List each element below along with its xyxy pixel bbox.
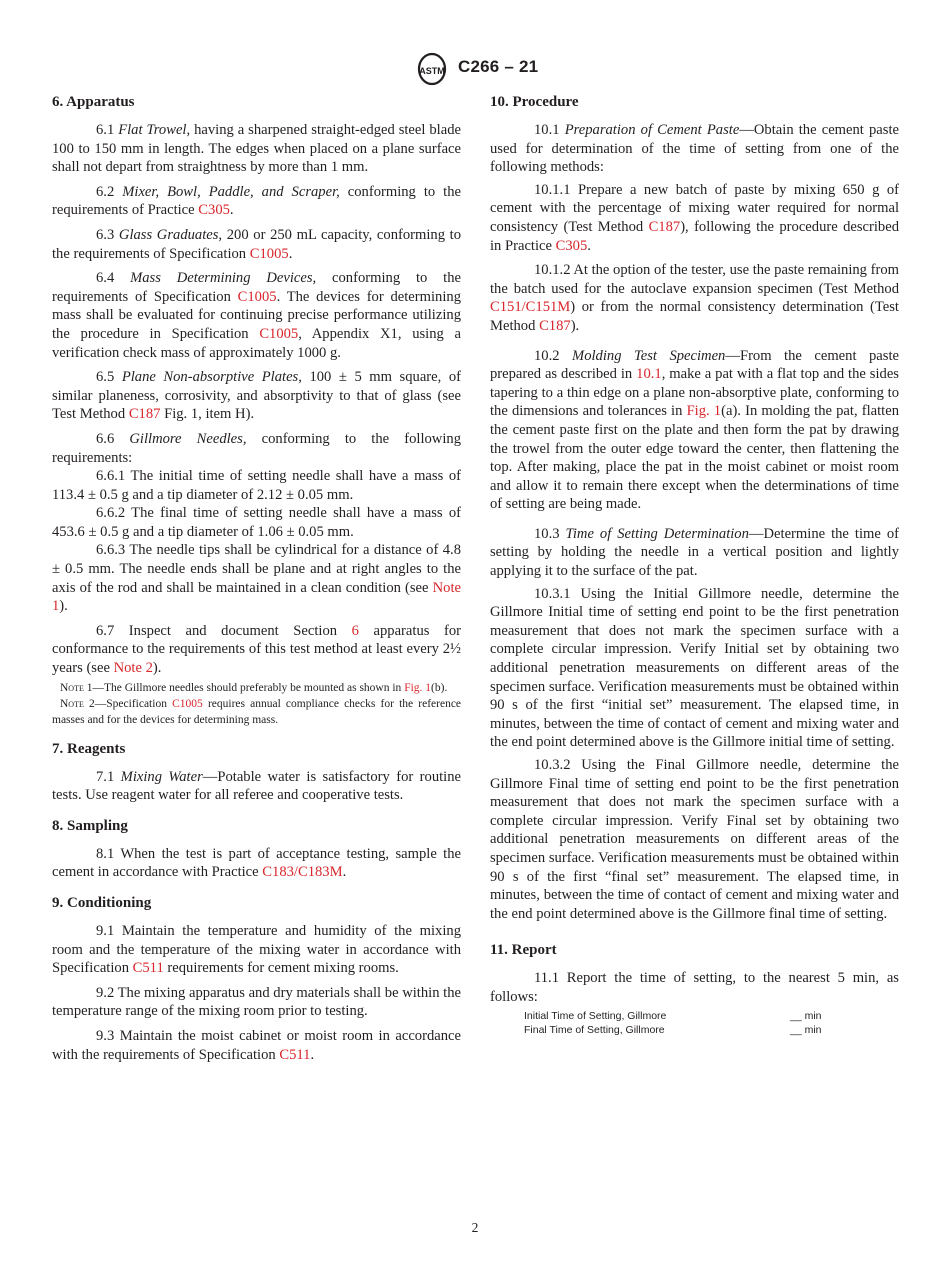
paragraph-9-3: 9.3 Maintain the moist cabinet or moist room in accordance with the requirements of Specification C511.: [52, 1027, 461, 1063]
link-c1005[interactable]: C1005: [237, 288, 277, 305]
link-note-1[interactable]: Note 1: [52, 579, 461, 615]
svg-text:ASTM: ASTM: [419, 66, 445, 76]
report-row-final: Final Time of Setting, Gillmore __ min: [524, 1023, 822, 1036]
page-number: 2: [471, 1220, 479, 1235]
link-c187[interactable]: C187: [648, 218, 681, 235]
link-c1005[interactable]: C1005: [172, 697, 203, 710]
left-column: [52, 93, 461, 1064]
paragraph-11-1: 11.1 Report the time of setting, to the nearest 5 min, as follows:: [490, 970, 899, 1005]
astm-logo-icon: [414, 52, 450, 86]
paragraph-10-3: 10.3 Time of Setting Determination—Determine the time of setting by holding the needle in a vertical position and lightly applying it to the surface of the pat.: [490, 525, 899, 580]
link-c511[interactable]: C511: [132, 960, 164, 977]
paragraph-10-3-2: 10.3.2 Using the Final Gillmore needle, determine the Gillmore Final time of setting end point to be the first penetration measurement that does not mark the specimen surface with a complete circular impression. Verify Final set by obtaining two additional penetration measurements on different areas of the specimen surface. Verification measurements must be obtained within 90 s of the first “final set” measurement. The elapsed time, in minutes, between the time of contact of cement and mixing water and the end point determined above is the Gillmore final time of setting.: [490, 757, 899, 922]
paragraph-6-6-3: 6.6.3 The needle tips shall be cylindrical for a distance of 4.8 ± 0.5 mm. The needle ends shall be plane and at right angles to the axis of the rod and shall be maintained in a clean condition (see Note 1).: [52, 542, 461, 615]
paragraph-10-1: 10.1 Preparation of Cement Paste—Obtain the cement paste used for determination of the time of setting from one of the following methods:: [490, 122, 899, 176]
paragraph-6-5: 6.5 Plane Non-absorptive Plates, 100 ± 5 mm square, of similar planeness, corrosivity, and absorptivity to that of glass (see Test Method C187 Fig. 1, item H).: [52, 369, 462, 423]
paragraph-6-3: 6.3 Glass Graduates, 200 or 250 mL capacity, conforming to the requirements of Specification C1005.: [52, 226, 462, 262]
paragraph-9-2: 9.2 The mixing apparatus and dry materials shall be within the temperature range of the mixing room prior to testing.: [52, 984, 461, 1020]
note-1: Note 1—The Gillmore needles should preferably be mounted as shown in Fig. 1(b).: [60, 681, 448, 694]
note-2: Note 2—Specification C1005 requires annual compliance checks for the reference masses and for the devices for determining mass.: [52, 697, 462, 726]
paragraph-6-6-2: 6.6.2 The final time of setting needle shall have a mass of 453.6 ± 0.5 g and a tip diameter of 1.06 ± 0.05 mm.: [52, 505, 461, 540]
link-c305[interactable]: C305: [555, 237, 588, 254]
paragraph-6-4: 6.4 Mass Determining Devices, conforming to the requirements of Specification C1005. The devices for determining mass shall be evaluated for continuing precise performance utilizing the procedure in Specification C1005, Appendix X1, using a verification check mass of approximately 1000 g.: [52, 270, 461, 361]
paragraph-6-2: 6.2 Mixer, Bowl, Paddle, and Scraper, conforming to the requirements of Practice C305.: [52, 183, 461, 219]
paragraph-6-7: 6.7 Inspect and document Section 6 apparatus for conformance to the requirements of this test method at least every 2½ years (see Note 2).: [52, 622, 461, 677]
link-note-2[interactable]: Note 2: [113, 660, 153, 677]
page-header: [0, 52, 950, 86]
section-heading-reagents: 7. Reagents: [52, 740, 126, 757]
right-column: [490, 93, 899, 1037]
section-heading-procedure: 10. Procedure: [490, 94, 579, 110]
paragraph-6-1: 6.1 Flat Trowel, having a sharpened straight-edged steel blade 100 to 150 mm in length. The edges when placed on a plane surface shall not depart from straightness by more than 1 mm.: [52, 122, 461, 176]
link-fig-1[interactable]: Fig. 1: [404, 681, 432, 694]
link-section-6[interactable]: 6: [351, 622, 359, 639]
section-heading-apparatus: 6. Apparatus: [52, 94, 135, 110]
standard-designation: C266 – 21: [458, 57, 539, 76]
section-heading-conditioning: 9. Conditioning: [52, 895, 152, 911]
paragraph-10-2: 10.2 Molding Test Specimen—From the cement paste prepared as described in 10.1, make a pat with a flat top and the sides tapering to a thin edge on a plane non-absorptive plate, conforming to the dimensions and tolerances in Fig. 1(a). In molding the pat, flatten the cement paste first on the plate and then form the pat by drawing the trowel from the outer edge toward the center, then flattening the top. After making, place the pat in the moist cabinet or moist room and allow it to remain there except when the determinations of time of setting are being made.: [490, 347, 899, 513]
report-row-initial: Initial Time of Setting, Gillmore __ min: [524, 1009, 822, 1022]
paragraph-10-3-1: 10.3.1 Using the Initial Gillmore needle, determine the Gillmore Initial time of setting end point to be the first penetration measurement that does not mark the specimen surface with a complete circular impression. Verify Initial set by obtaining two additional penetration measurements on different areas of the specimen surface. Verification measurements must be obtained within 90 s of the first “initial set” measurement. The elapsed time, in minutes, between the time of contact of cement and mixing water and the end point determined above is the Gillmore initial time of setting.: [490, 585, 899, 751]
paragraph-8-1: 8.1 When the test is part of acceptance testing, sample the cement in accordance with Practice C183/C183M.: [52, 845, 461, 881]
link-c187[interactable]: C187: [539, 317, 571, 334]
section-heading-report: 11. Report: [490, 942, 557, 959]
paragraph-10-1-1: 10.1.1 Prepare a new batch of paste by mixing 650 g of cement with the percentage of mixing water required for normal consistency (Test Method C187), following the procedure described in Practice C305.: [490, 181, 899, 254]
link-c511[interactable]: C511: [279, 1046, 311, 1063]
paragraph-10-1-2: 10.1.2 At the option of the tester, use the paste remaining from the batch used for the autoclave expansion specimen (Test Method C151/C151M) or from the normal consistency determination (Test Method C187).: [490, 262, 899, 334]
paragraph-7-1: 7.1 Mixing Water—Potable water is satisfactory for routine tests. Use reagent water for all referee and cooperative tests.: [52, 768, 462, 804]
link-c151[interactable]: C151/C151M: [490, 299, 571, 316]
paragraph-6-6: 6.6 Gillmore Needles, conforming to the following requirements:: [52, 430, 461, 466]
link-fig-1[interactable]: Fig. 1: [686, 403, 722, 420]
link-c183[interactable]: C183/C183M: [262, 864, 343, 881]
link-c305[interactable]: C305: [198, 202, 230, 219]
link-c1005[interactable]: C1005: [249, 245, 289, 262]
link-10-1[interactable]: 10.1: [636, 366, 662, 383]
link-c187[interactable]: C187: [128, 406, 161, 423]
link-c1005[interactable]: C1005: [259, 325, 299, 342]
section-heading-sampling: 8. Sampling: [52, 817, 128, 834]
paragraph-6-6-1: 6.6.1 The initial time of setting needle shall have a mass of 113.4 ± 0.5 g and a tip diameter of 2.12 ± 0.05 mm.: [52, 468, 461, 503]
paragraph-9-1: 9.1 Maintain the temperature and humidity of the mixing room and the temperature of the mixing water in accordance with Specification C511 requirements for cement mixing rooms.: [52, 923, 461, 977]
